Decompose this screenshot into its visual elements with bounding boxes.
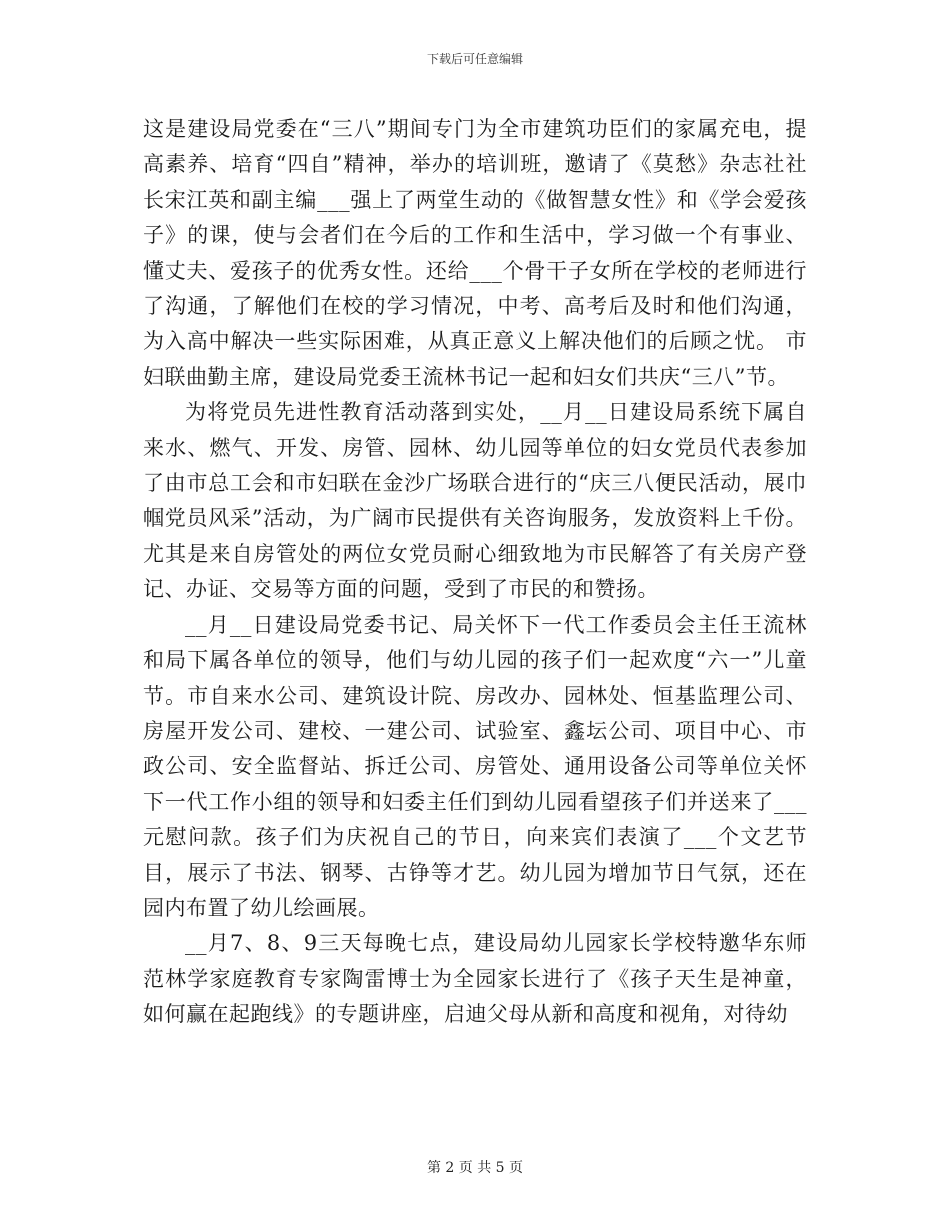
- document-body: [143, 112, 807, 1033]
- paragraph-4: __月7、8、9三天每晚七点，建设局幼儿园家长学校特邀华东师范林学家庭教育专家陶雷博士为全园家长进行了《孩子天生是神童，如何赢在起跑线》的专题讲座，启迪父母从新和高度和视角，对待幼: [143, 931, 807, 1027]
- paragraph-1: 这是建设局党委在“三八”期间专门为全市建筑功臣们的家属充电，提高素养、培育“四自”精神，举办的培训班，邀请了《莫愁》杂志社社长宋江英和副主编___强上了两堂生动的《做智慧女性》和《学会爱孩子》的课，使与会者们在今后的工作和生活中，学习做一个有事业、懂丈夫、爱孩子的优秀女性。还给___个骨干子女所在学校的老师进行了沟通，了解他们在校的学习情况，中考、高考后及时和他们沟通，为入高中解决一些实际困难，从真正意义上解决他们的后顾之忧。 市妇联曲勤主席，建设局党委王流林书记一起和妇女们共庆“三八”节。: [143, 117, 807, 389]
- paragraph-2: 为将党员先进性教育活动落到实处，__月__日建设局系统下属自来水、燃气、开发、房管、园林、幼儿园等单位的妇女党员代表参加了由市总工会和市妇联在金沙广场联合进行的“庆三八便民活动，展巾帼党员风采”活动，为广阔市民提供有关咨询服务，发放资料上千份。尤其是来自房管处的两位女党员耐心细致地为市民解答了有关房产登记、办证、交易等方面的问题，受到了市民的和赞扬。: [143, 400, 807, 602]
- paragraph-3: __月__日建设局党委书记、局关怀下一代工作委员会主任王流林和局下属各单位的领导，他们与幼儿园的孩子们一起欢度“六一”儿童节。市自来水公司、建筑设计院、房改办、园林处、恒基监理公司、房屋开发公司、建校、一建公司、试验室、鑫坛公司、项目中心、市政公司、安全监督站、拆迁公司、房管处、通用设备公司等单位关怀下一代工作小组的领导和妇委主任们到幼儿园看望孩子们并送来了___元慰问款。孩子们为庆祝自己的节日，向来宾们表演了___个文艺节目，展示了书法、钢琴、古铮等才艺。幼儿园为增加节日气氛，还在园内布置了幼儿绘画展。: [143, 612, 807, 920]
- page-header-note: 下载后可任意编辑: [426, 52, 523, 66]
- page-number-footer: 第 2 页 共 5 页: [426, 1160, 524, 1176]
